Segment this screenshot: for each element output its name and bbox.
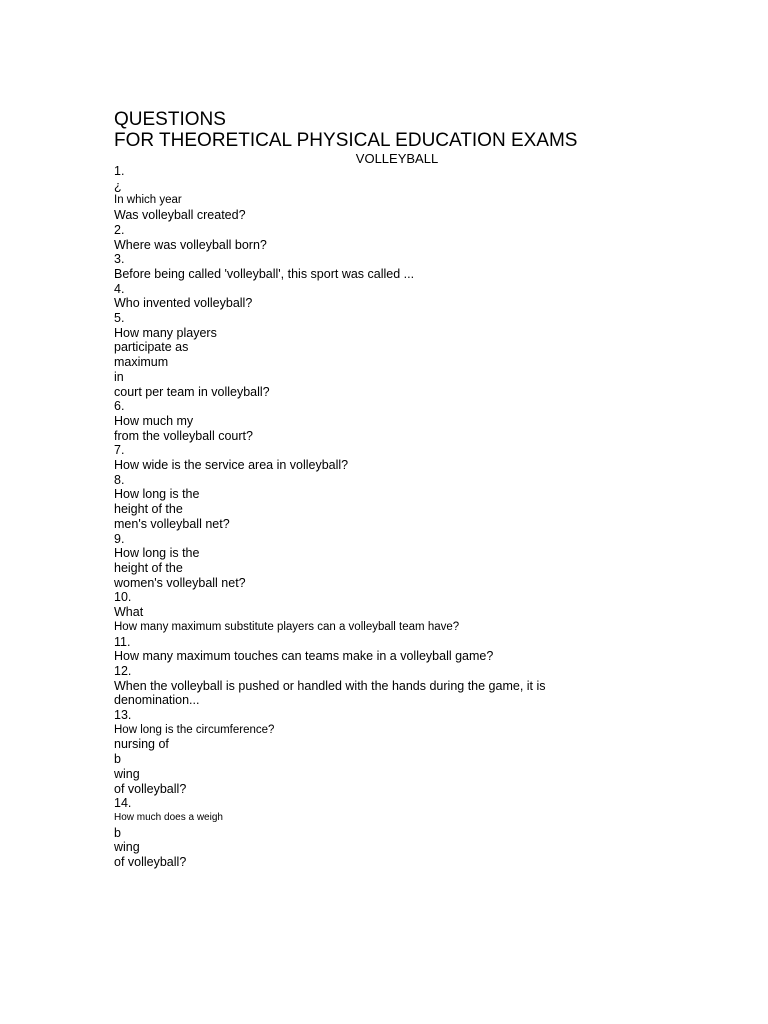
question-text: wing <box>114 766 140 781</box>
question-text: men's volleyball net? <box>114 516 230 531</box>
question-text: What <box>114 605 144 620</box>
question-number: 11. <box>114 634 131 649</box>
question-text: How many maximum touches can teams make in a volleyball game? <box>114 649 494 664</box>
question-number: 8. <box>114 472 125 487</box>
question-number: 2. <box>114 222 125 237</box>
question-text: of volleyball? <box>114 781 187 796</box>
question-text: ¿ <box>114 178 122 193</box>
question-text: Before being called 'volleyball', this sport was called ... <box>114 266 415 281</box>
question-text: of volleyball? <box>114 855 187 870</box>
document-title-line-1: QUESTIONS <box>114 109 226 130</box>
question-text: How many players <box>114 325 217 340</box>
question-text: b <box>114 825 121 840</box>
question-text: denomination... <box>114 693 200 708</box>
question-text: In which year <box>114 194 182 207</box>
question-text: How long is the <box>114 546 200 561</box>
question-text: height of the <box>114 502 183 517</box>
question-number: 10. <box>114 590 132 605</box>
question-text: nursing of <box>114 737 169 752</box>
question-text: participate as <box>114 340 189 355</box>
question-text: in <box>114 369 124 384</box>
question-number: 4. <box>114 281 125 296</box>
document-title-line-2: FOR THEORETICAL PHYSICAL EDUCATION EXAMS <box>114 130 578 151</box>
question-text: b <box>114 752 121 767</box>
question-number: 14. <box>114 796 132 811</box>
question-text: Was volleyball created? <box>114 208 246 223</box>
question-number: 1. <box>114 164 125 178</box>
question-list <box>114 164 674 870</box>
question-text: from the volleyball court? <box>114 428 253 443</box>
question-text: How long is the <box>114 487 200 502</box>
question-text: How much does a weigh <box>114 811 223 823</box>
question-number: 3. <box>114 252 125 267</box>
question-text: When the volleyball is pushed or handled with the hands during the game, it is <box>114 678 546 693</box>
question-number: 7. <box>114 443 125 458</box>
question-number: 9. <box>114 531 125 546</box>
question-text: women's volleyball net? <box>114 575 246 590</box>
question-number: 13. <box>114 708 132 723</box>
question-text: How wide is the service area in volleyball? <box>114 458 349 473</box>
question-text: height of the <box>114 560 183 575</box>
question-number: 12. <box>114 663 132 678</box>
question-number: 6. <box>114 399 125 414</box>
question-text: How many maximum substitute players can a volleyball team have? <box>114 620 460 633</box>
question-text: maximum <box>114 355 169 370</box>
question-text: How much my <box>114 413 194 428</box>
question-text: Who invented volleyball? <box>114 296 253 311</box>
question-text: Where was volleyball born? <box>114 237 267 252</box>
question-text: court per team in volleyball? <box>114 384 270 399</box>
question-text: wing <box>114 840 140 855</box>
question-number: 5. <box>114 311 125 326</box>
question-text: How long is the circumference? <box>114 723 275 736</box>
document-subtitle: VOLLEYBALL <box>355 151 439 166</box>
